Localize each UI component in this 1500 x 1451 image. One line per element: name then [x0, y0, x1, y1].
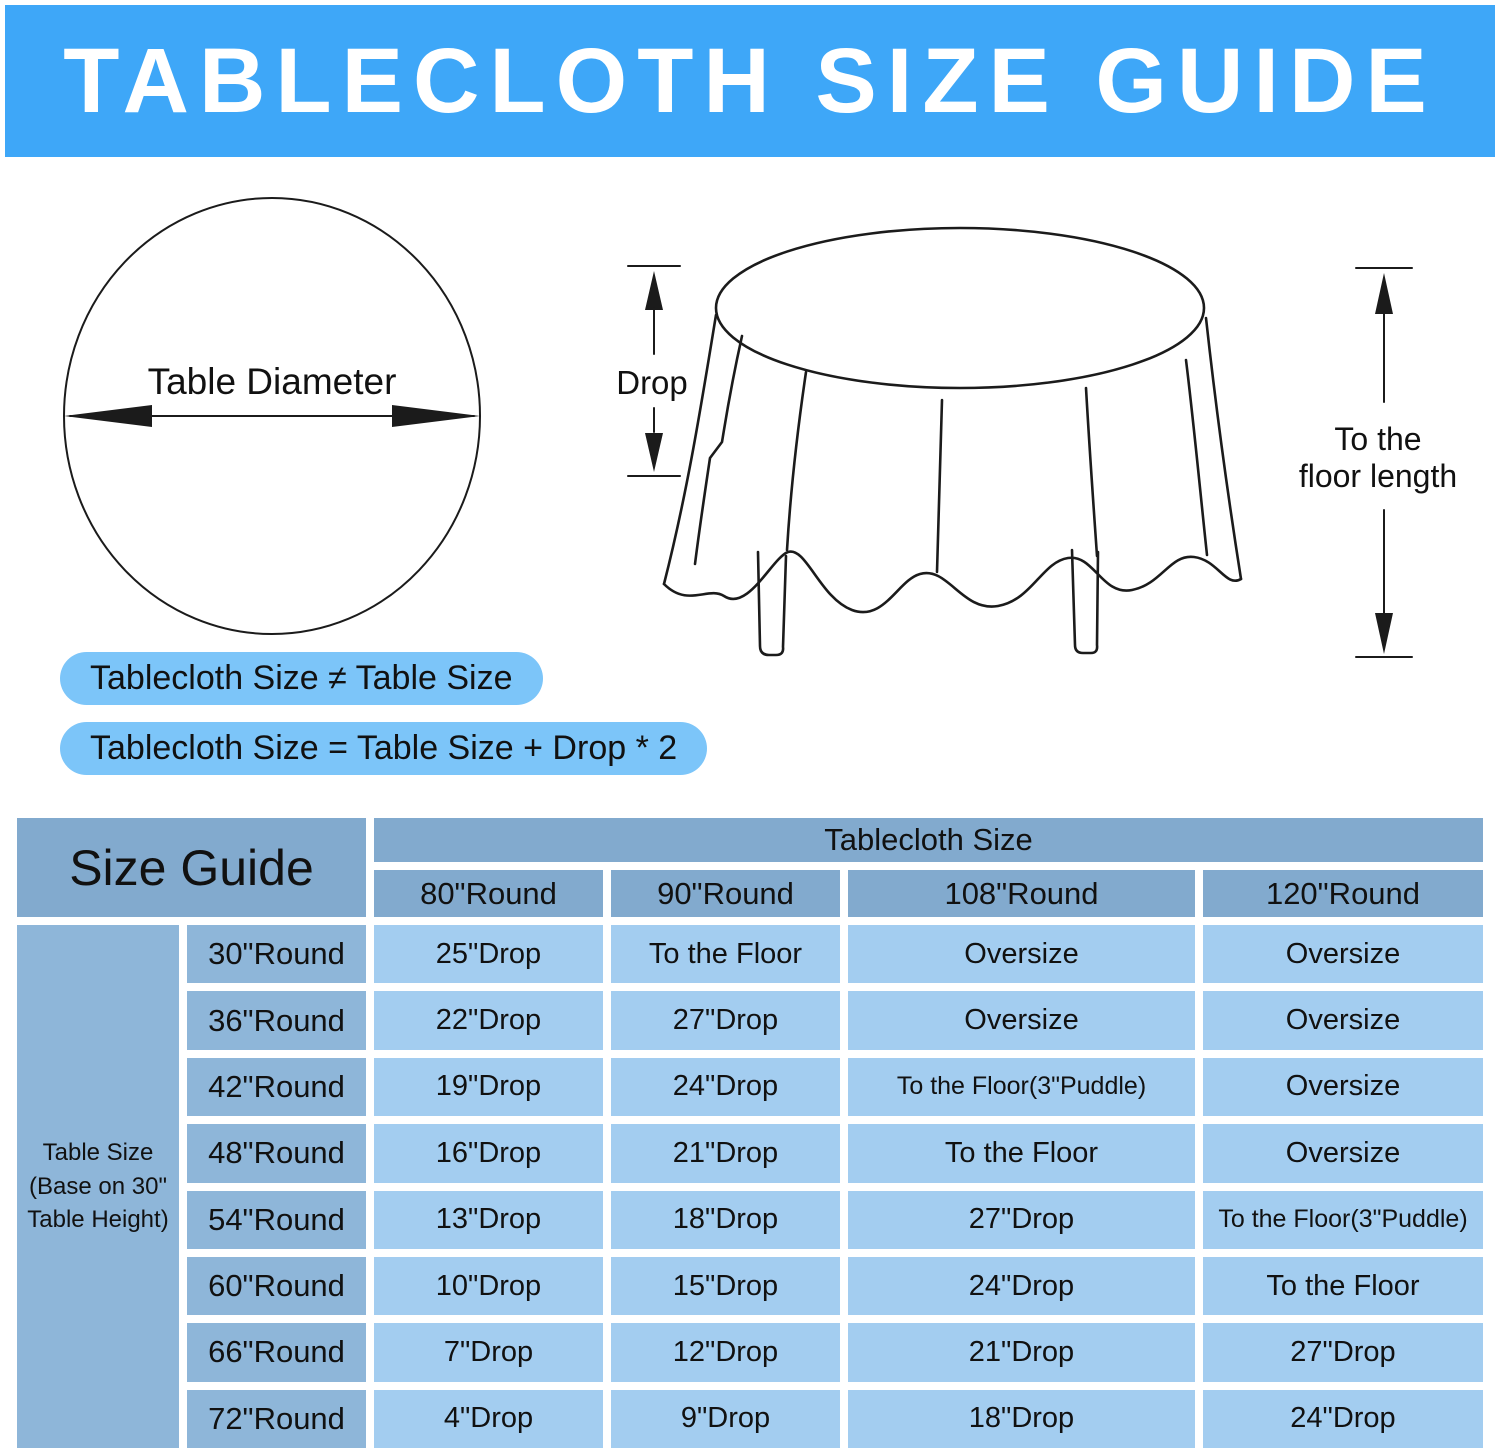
table-cell: 21"Drop: [611, 1124, 840, 1182]
table-size-group-label: [17, 925, 179, 1448]
table-cell: 15"Drop: [611, 1257, 840, 1315]
table-cell: 27"Drop: [848, 1191, 1195, 1249]
cloth-hem-wave: [664, 552, 1241, 613]
drop-arrowhead-down: [645, 433, 663, 472]
table-cell: To the Floor: [1203, 1257, 1483, 1315]
row-label: 72"Round: [187, 1390, 366, 1448]
table-cell: 18"Drop: [848, 1390, 1195, 1448]
row-label: 48"Round: [187, 1124, 366, 1182]
table-cell: 24"Drop: [611, 1058, 840, 1116]
table-cell: To the Floor: [848, 1124, 1195, 1182]
table-diameter-label: Table Diameter: [147, 361, 397, 402]
note-tablecloth-not-equal: Tablecloth Size ≠ Table Size: [60, 652, 543, 705]
table-cell: Oversize: [1203, 925, 1483, 983]
tablecloth-size-group-header: Tablecloth Size: [374, 818, 1483, 862]
floor-label-line1: To the: [1334, 421, 1422, 457]
size-guide-title: Size Guide: [17, 818, 366, 917]
table-diameter-diagram: [64, 198, 480, 634]
drop-arrowhead-up: [645, 271, 663, 310]
table-cell: 10"Drop: [374, 1257, 603, 1315]
table-cell: 24"Drop: [848, 1257, 1195, 1315]
table-cell: 7"Drop: [374, 1323, 603, 1381]
table-cell: Oversize: [848, 925, 1195, 983]
column-header-1: 80"Round: [374, 870, 603, 917]
table-cell: 13"Drop: [374, 1191, 603, 1249]
table-cell: 4"Drop: [374, 1390, 603, 1448]
table-cell: 16"Drop: [374, 1124, 603, 1182]
draped-table-illustration: [664, 228, 1241, 655]
table-leg-right: [1072, 550, 1098, 653]
note-tablecloth-formula: Tablecloth Size = Table Size + Drop * 2: [60, 722, 707, 775]
row-label: 54"Round: [187, 1191, 366, 1249]
cloth-fold-1: [695, 336, 742, 564]
cloth-fold-4: [1086, 388, 1097, 556]
title-banner: [5, 5, 1495, 157]
floor-length-dimension: [1299, 268, 1457, 657]
table-cell: Oversize: [848, 991, 1195, 1049]
table-cell: 22"Drop: [374, 991, 603, 1049]
table-cell: 27"Drop: [1203, 1323, 1483, 1381]
column-header-2: 90"Round: [611, 870, 840, 917]
diameter-arrowhead-left: [64, 405, 152, 427]
row-label: 36"Round: [187, 991, 366, 1049]
floor-label-line2: floor length: [1298, 458, 1458, 494]
measurement-diagrams: [0, 160, 1500, 820]
tabletop-ellipse: [716, 228, 1204, 388]
table-cell: Oversize: [1203, 991, 1483, 1049]
row-label: 66"Round: [187, 1323, 366, 1381]
table-cell: 21"Drop: [848, 1323, 1195, 1381]
table-cell: To the Floor: [611, 925, 840, 983]
diameter-arrowhead-right: [392, 405, 480, 427]
table-size-group-label-line1: Table Size: [42, 1139, 154, 1167]
table-cell: 24"Drop: [1203, 1390, 1483, 1448]
cloth-left-edge: [664, 315, 716, 584]
drop-label: Drop: [616, 364, 688, 401]
page-title: TABLECLOTH SIZE GUIDE: [63, 29, 1437, 132]
row-label: 60"Round: [187, 1257, 366, 1315]
floor-arrowhead-up: [1375, 273, 1393, 314]
table-cell: 19"Drop: [374, 1058, 603, 1116]
table-cell: 25"Drop: [374, 925, 603, 983]
table-cell: 27"Drop: [611, 991, 840, 1049]
cloth-fold-5: [1186, 360, 1207, 555]
column-header-3: 108"Round: [848, 870, 1195, 917]
column-header-4: 120"Round: [1203, 870, 1483, 917]
table-size-group-label-line2: (Base on 30": [29, 1172, 167, 1200]
table-cell: Oversize: [1203, 1124, 1483, 1182]
cloth-fold-3: [937, 400, 942, 572]
table-size-group-label-line3: Table Height): [27, 1206, 169, 1234]
cloth-right-edge: [1206, 318, 1241, 579]
row-label: 30"Round: [187, 925, 366, 983]
drop-dimension: [616, 266, 688, 476]
table-cell: 9"Drop: [611, 1390, 840, 1448]
table-cell: To the Floor(3"Puddle): [1203, 1191, 1483, 1249]
row-label: 42"Round: [187, 1058, 366, 1116]
table-cell: 12"Drop: [611, 1323, 840, 1381]
size-guide-table: [17, 818, 1483, 1448]
cloth-fold-2: [787, 372, 806, 550]
table-cell: Oversize: [1203, 1058, 1483, 1116]
table-cell: To the Floor(3"Puddle): [848, 1058, 1195, 1116]
floor-arrowhead-down: [1375, 613, 1393, 654]
table-cell: 18"Drop: [611, 1191, 840, 1249]
